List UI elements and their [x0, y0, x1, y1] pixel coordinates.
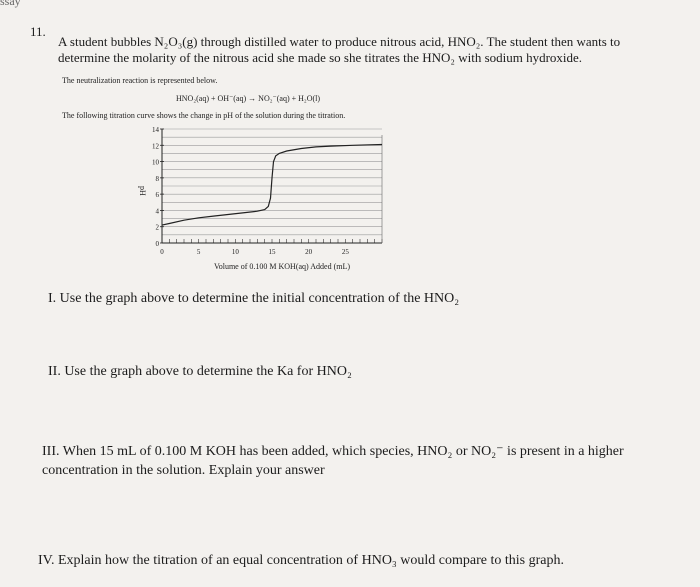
part-3-text-line-2: concentration in the solution. Explain your answer [42, 463, 325, 478]
question-text-line-1: A student bubbles N₂O₃(g) through distilled water to produce nitrous acid, HNO₂. The student then wants to [58, 34, 621, 49]
reaction-intro: The neutralization reaction is represented below. [62, 76, 218, 85]
y-tick-label: 4 [155, 207, 159, 216]
curve-intro: The following titration curve shows the change in pH of the solution during the titration. [62, 111, 346, 120]
y-tick-label: 2 [155, 223, 159, 232]
y-tick-label: 14 [152, 126, 159, 134]
reaction-equation: HNO₂(aq) + OH⁻(aq) → NO₂⁻(aq) + H₂O(l) [176, 94, 321, 103]
y-axis-label: pH [138, 186, 147, 196]
part-3-text-line-1: III. When 15 mL of 0.100 M KOH has been added, which species, HNO₂ or NO₂⁻ is present in a higher [42, 444, 624, 459]
y-tick-label: 0 [155, 240, 159, 248]
page-header-text: ssay [0, 0, 21, 8]
x-tick-label: 0 [160, 248, 164, 256]
part-2-text: II. Use the graph above to determine the Ka for HNO₂ [48, 364, 352, 379]
y-tick-label: 6 [155, 191, 159, 200]
part-4-text: IV. Explain how the titration of an equal concentration of HNO₃ would compare to this graph. [38, 553, 564, 568]
titration-curve [162, 145, 382, 226]
question-text-line-2: determine the molarity of the nitrous acid she made so she titrates the HNO₂ with sodium hydroxide. [58, 50, 583, 65]
y-tick-label: 8 [155, 174, 159, 183]
x-tick-label: 15 [268, 248, 276, 256]
titration-chart [0, 115, 700, 285]
question-number: 11. [30, 24, 46, 39]
x-axis-label: Volume of 0.100 M KOH(aq) Added (mL) [213, 262, 351, 271]
x-tick-label: 25 [341, 248, 349, 256]
y-tick-label: 10 [152, 158, 159, 167]
y-tick-label: 12 [152, 142, 159, 151]
part-1-text: I. Use the graph above to determine the initial concentration of the HNO₂ [48, 291, 460, 306]
x-tick-label: 10 [231, 248, 239, 256]
x-tick-label: 5 [196, 248, 201, 256]
x-tick-label: 20 [305, 248, 313, 256]
